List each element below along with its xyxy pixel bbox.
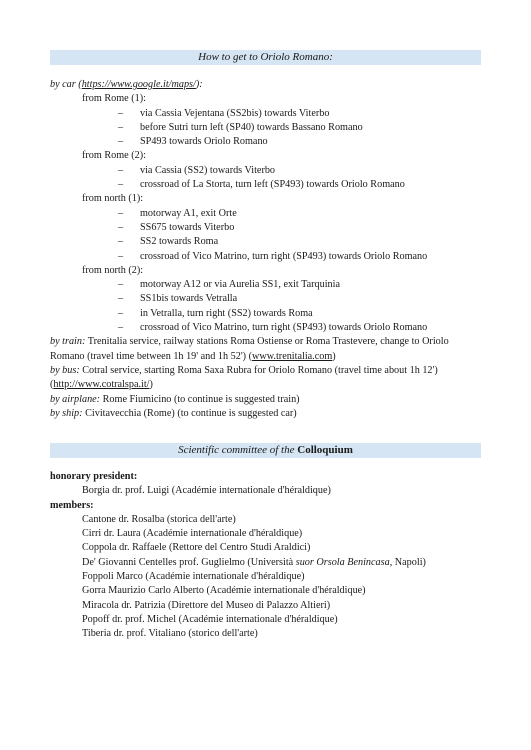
honorary-president: Borgia dr. prof. Luigi (Académie internationale d'héraldique) xyxy=(82,485,331,497)
dash-bullet: – xyxy=(118,107,124,119)
airplane-line xyxy=(50,393,481,407)
train-text: Trenitalia service, railway stations Roma Ostiense or Roma Trastevere, change to Oriolo Romano (travel time between 1h 19' and 1h 52') xyxy=(50,336,449,362)
route-step-text: SS1bis towards Vetralla xyxy=(140,293,238,305)
ship-text: Civitavecchia (Rome) (to continue is suggested car) xyxy=(85,407,297,419)
members-label: members: xyxy=(50,499,94,511)
committee-heading-italic: Scientific committee of the xyxy=(178,444,295,456)
dash-bullet: – xyxy=(118,293,124,305)
airplane-text: Rome Fiumicino (to continue is suggested train) xyxy=(102,393,300,405)
train-label: by train: xyxy=(50,336,86,348)
route-title: from north (1): xyxy=(82,193,144,205)
route-step xyxy=(50,292,481,306)
member-item: Coppola dr. Raffaele (Rettore del Centro Studi Araldici) xyxy=(82,542,311,554)
route-step xyxy=(50,221,481,235)
dash-bullet: – xyxy=(118,121,124,133)
route-step-text: SP493 towards Oriolo Romano xyxy=(140,136,268,148)
train-paragraph: by train: Trenitalia service, railway stations Roma Ostiense or Roma Trastevere, change to Oriolo Romano (travel time between 1h 19' and 1h 52') (www.trenitalia.com) xyxy=(50,336,449,362)
howto-heading: How to get to Oriolo Romano: xyxy=(50,50,481,65)
route-step xyxy=(50,235,481,249)
honorary-label: honorary president: xyxy=(50,471,138,482)
route-step xyxy=(50,250,481,264)
dash-bullet: – xyxy=(118,221,124,233)
member-item: Foppoli Marco (Académie internationale d'héraldique) xyxy=(82,571,305,583)
route-title: from Rome (1): xyxy=(82,93,146,105)
ship-line xyxy=(50,407,481,421)
route-step-text: via Cassia (SS2) towards Viterbo xyxy=(140,164,276,176)
route-step xyxy=(50,207,481,221)
car-line: by car (https://www.google.it/maps/): xyxy=(50,79,203,90)
route-step xyxy=(50,107,481,121)
member-text: De' Giovanni Centelles prof. Guglielmo (Università xyxy=(82,556,296,568)
route-step-text: crossroad of La Storta, turn left (SP493) towards Oriolo Romano xyxy=(140,179,405,191)
route-step-text: motorway A12 or via Aurelia SS1, exit Tarquinia xyxy=(140,279,340,291)
route-step-text: crossroad of Vico Matrino, turn right (SP493) towards Oriolo Romano xyxy=(140,250,428,262)
member-item: Miracola dr. Patrizia (Direttore del Museo di Palazzo Altieri) xyxy=(82,599,331,611)
bus-text: Cotral service, starting Roma Saxa Rubra for Oriolo Romano (travel time about 1h 12') xyxy=(82,364,438,376)
car-label: by car xyxy=(50,79,76,90)
dash-bullet: – xyxy=(118,236,124,248)
route-step xyxy=(50,321,481,335)
dash-bullet: – xyxy=(118,307,124,319)
route-title: from north (2): xyxy=(82,264,144,276)
member-item: Tiberia dr. prof. Vitaliano (storico dell'arte) xyxy=(82,628,258,640)
committee-body xyxy=(50,470,481,642)
route-step-text: before Sutri turn left (SP40) towards Bassano Romano xyxy=(140,121,363,133)
members-list xyxy=(50,513,481,642)
route-step-text: SS2 towards Roma xyxy=(140,236,219,248)
member-text: , Napoli) xyxy=(389,556,426,568)
bus-label: by bus: xyxy=(50,364,80,376)
route-step-text: crossroad of Vico Matrino, turn right (SP493) towards Oriolo Romano xyxy=(140,322,428,334)
route-step xyxy=(50,278,481,292)
route-step xyxy=(50,178,481,192)
route-step-text: in Vetralla, turn right (SS2) towards Roma xyxy=(140,307,313,319)
dash-bullet: – xyxy=(118,279,124,291)
maps-link[interactable]: https://www.google.it/maps/ xyxy=(81,79,196,90)
trenitalia-link[interactable]: www.trenitalia.com xyxy=(252,350,333,362)
committee-heading xyxy=(50,443,481,458)
committee-heading-bold: Colloquium xyxy=(297,444,353,456)
dash-bullet: – xyxy=(118,250,124,262)
member-item xyxy=(50,556,481,570)
member-item: Gorra Maurizio Carlo Alberto (Académie internationale d'héraldique) xyxy=(82,585,366,597)
member-item: Popoff dr. prof. Michel (Académie internationale d'héraldique) xyxy=(82,613,338,625)
member-item: Cantone dr. Rosalba (storica dell'arte) xyxy=(82,513,236,525)
ship-label: by ship: xyxy=(50,407,83,419)
route-step-text: SS675 towards Viterbo xyxy=(140,221,235,233)
bus-paragraph: by bus: Cotral service, starting Roma Saxa Rubra for Oriolo Romano (travel time about 1h 12') (http://www.cotralspa.it/) xyxy=(50,364,438,391)
route-step-text: via Cassia Vejentana (SS2bis) towards Viterbo xyxy=(140,107,330,119)
dash-bullet: – xyxy=(118,322,124,334)
route-step xyxy=(50,135,481,149)
dash-bullet: – xyxy=(118,207,124,219)
route-step xyxy=(50,164,481,178)
airplane-label: by airplane: xyxy=(50,393,101,405)
route-step xyxy=(50,307,481,321)
cotral-link[interactable]: http://www.cotralspa.it/ xyxy=(53,379,150,391)
dash-bullet: – xyxy=(118,136,124,148)
route-step-text: motorway A1, exit Orte xyxy=(140,207,237,219)
member-item: Cirri dr. Laura (Académie internationale d'héraldique) xyxy=(82,528,303,540)
route-step xyxy=(50,121,481,135)
dash-bullet: – xyxy=(118,179,124,191)
howto-body xyxy=(50,78,481,421)
car-routes xyxy=(50,92,481,335)
member-text-italic: suor Orsola Benincasa xyxy=(295,556,390,568)
route-title: from Rome (2): xyxy=(82,150,146,162)
dash-bullet: – xyxy=(118,164,124,176)
